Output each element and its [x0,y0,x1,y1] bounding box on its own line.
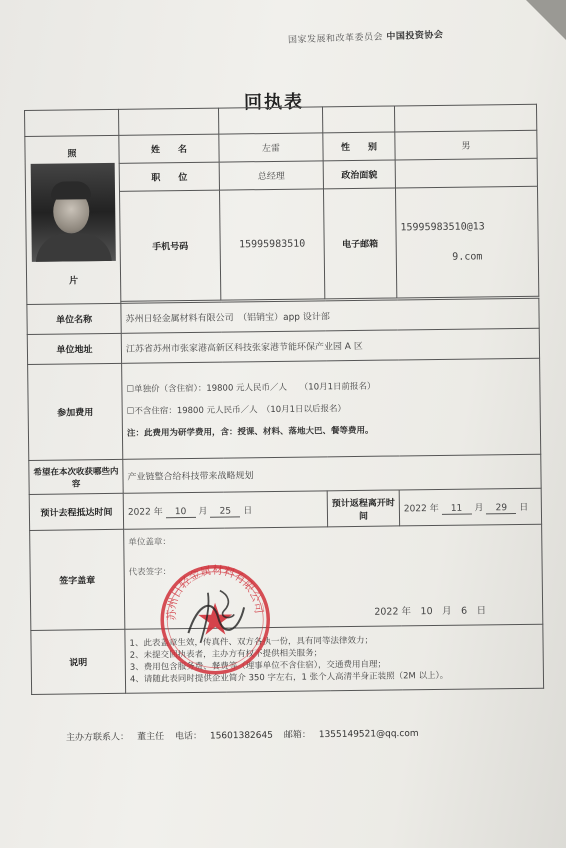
sign-label: 签字盖章 [30,529,125,630]
travel-row [29,488,541,530]
sign-row [30,524,543,630]
note-item: 1、此表盖章生效，传真件、双方各执一份，具有同等法律效力； [129,635,373,649]
phone-label: 手机号码 [120,190,221,301]
sign-date: 2022 年 10 月 6 日 [374,605,487,618]
arrive-year: 2022 年 [127,506,163,518]
name-label: 姓 名 [119,134,219,163]
note-item: 3、费用包含服务费、餐费等（理事单位不含住宿），交通费用自理； [129,659,387,673]
position-value: 总经理 [219,161,323,190]
depart-value [399,488,541,526]
receipt-table [24,104,544,695]
depart-month: 11 [441,503,471,514]
unit-stamp-label: 单位盖章： [128,537,171,548]
notes-row [31,624,544,694]
header-org-text: 国家发展和改革委员会 [287,32,384,46]
unit-address-label: 单位地址 [27,333,121,364]
depart-day: 29 [486,503,516,514]
svg-text:苏州日轻金属材料有限公司: 苏州日轻金属材料有限公司 [165,563,266,621]
unit-address-value: 江苏省苏州市张家港高新区科技张家港节能环保产业园 A 区 [121,328,539,363]
unit-name-value: 苏州日轻金属材料有限公司 （铝销宝）app 设计部 [121,298,539,333]
fee-option-2: ☐不含住宿：19800 元人民币／人 （10月1日以后报名） [126,403,347,417]
name-value: 左雷 [219,133,323,162]
unit-name-label: 单位名称 [27,303,121,334]
page-title: 回执表 [243,91,305,114]
arrive-label: 预计去程抵达时间 [29,493,123,530]
receipt-form [24,104,543,720]
depart-month-unit: 月 [474,502,484,514]
arrive-day: 25 [210,506,240,517]
notes-label: 说明 [31,629,126,694]
depart-year: 2022 年 [403,503,439,514]
fee-label: 参加费用 [28,363,123,460]
email-line-1: 15995983510@13 [400,220,485,233]
footer-email: 1355149521@qq.com [318,728,419,741]
note-item: 2、未提交回执表者，主办方有权不提供相关服务； [129,647,323,661]
position-label: 职 位 [119,162,219,191]
footer-contact-name: 董主任 [136,732,165,743]
email-value [395,186,538,298]
arrive-month-unit: 月 [198,506,208,517]
fee-option-1: ☐单独价（含住宿）：19800 元人民币／人 （10月1日前报名） [126,381,376,395]
arrive-value [123,491,327,529]
company-seal [158,562,273,677]
photo-label-top: 照 [67,149,77,160]
content-label: 希望在本次收获哪些内容 [29,459,123,494]
photo-cell [25,135,121,304]
footer-phone: 15601382645 [209,730,273,742]
footer-contact-label: 主办方联系人： [65,732,130,744]
email-label: 电子邮箱 [323,188,396,299]
gender-label: 性 别 [323,132,395,161]
fee-note: 注：此费用为研学费用，含：授课、材料、落地大巴、餐等费用。 [126,425,374,439]
depart-day-unit: 日 [519,502,529,513]
footer-email-label: 邮箱： [283,730,311,741]
fee-value [122,358,541,459]
political-value [395,158,537,188]
email-line-2: 9.com [452,250,483,263]
gender-value: 男 [395,130,537,160]
content-value: 产业链整合给科技带来战略规划 [123,454,541,493]
arrive-month: 10 [165,506,195,517]
depart-label: 预计返程离开时间 [327,490,399,527]
photo-label-bottom: 片 [69,276,79,287]
phone-value: 15995983510 [219,189,324,300]
header-org-brand: 中国投资协会 [386,30,444,43]
footer-phone-label: 电话： [174,731,203,742]
arrive-day-unit: 日 [243,505,253,516]
political-label: 政治面貌 [323,160,395,189]
photo [30,163,115,262]
fee-row [28,358,541,460]
representative-label: 代表签字： [128,567,172,578]
note-item: 4、请随此表同时提供企业简介 350 字左右，1 张个人高清半身正装照（2M 以上）。 [129,670,449,685]
